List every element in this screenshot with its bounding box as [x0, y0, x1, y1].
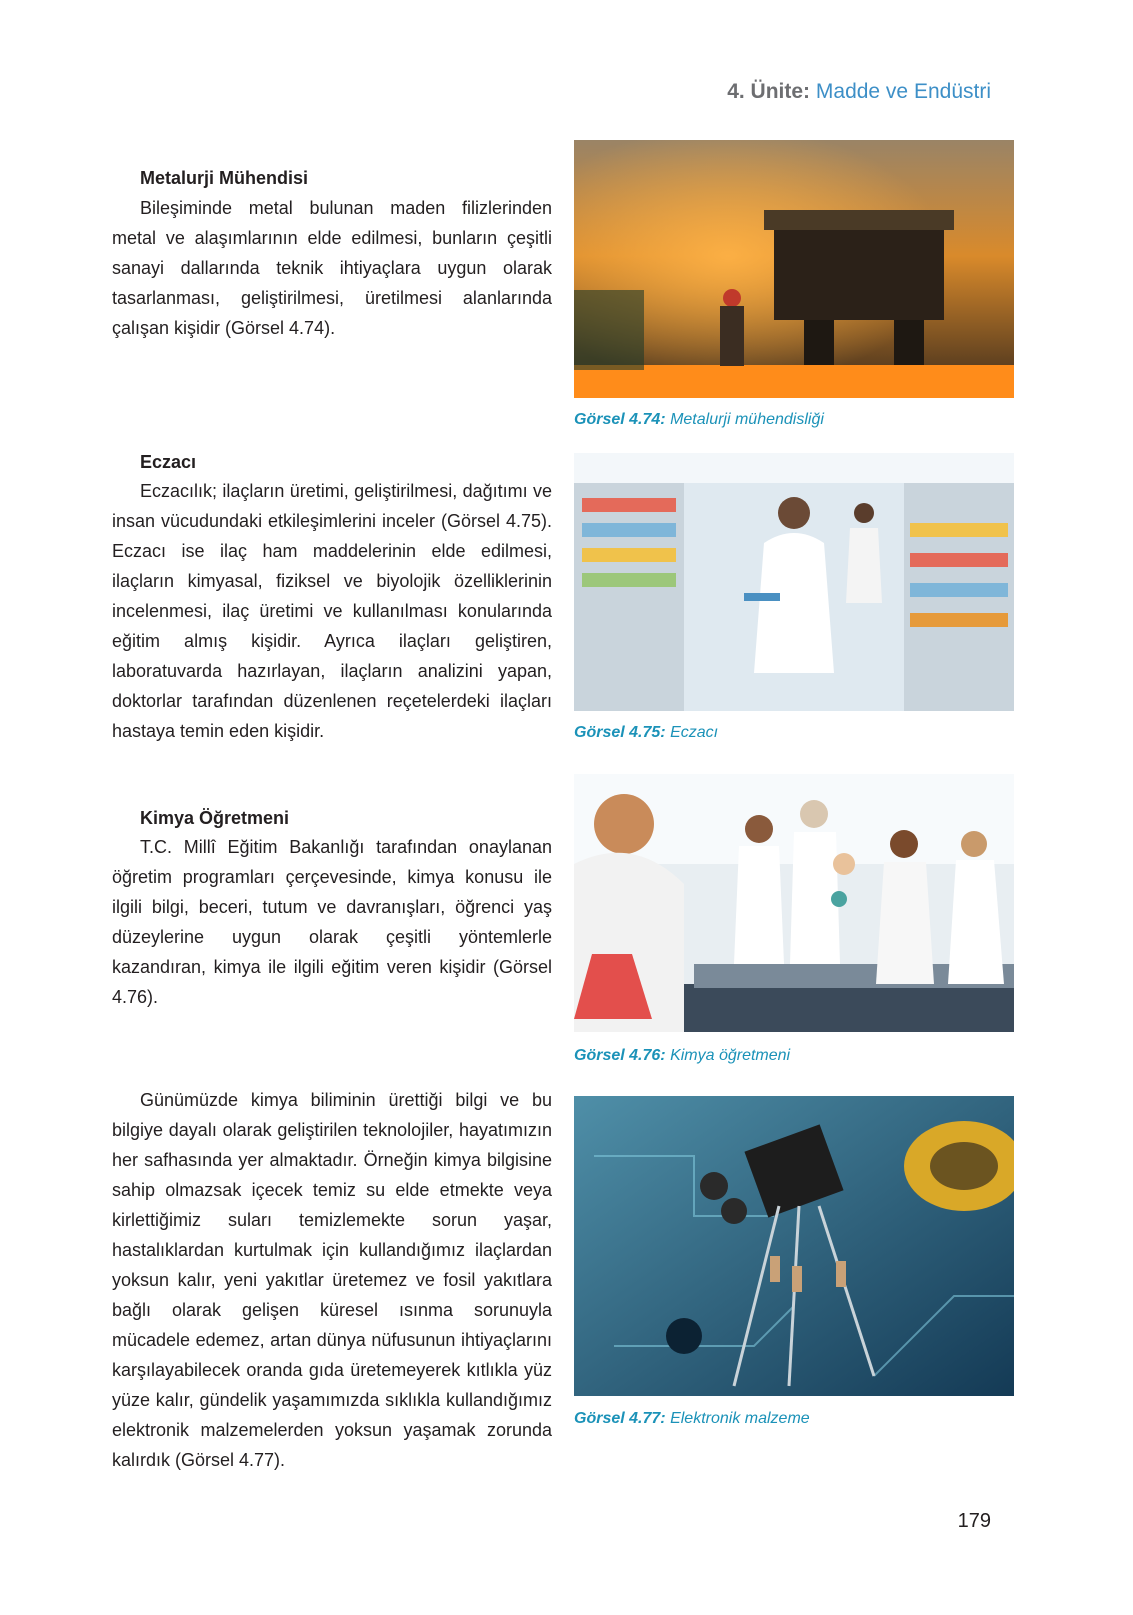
figure-caption-4-77: [574, 1410, 810, 1428]
figure-number: Görsel 4.75:: [574, 724, 666, 741]
figure-metallurgy-image: [574, 140, 1014, 398]
figure-number: Görsel 4.74:: [574, 411, 666, 428]
closing-paragraph: [112, 1085, 552, 1475]
figure-caption-4-74: [574, 411, 824, 429]
section-body-eczaci: [112, 476, 552, 746]
figure-caption-text: Metalurji mühendisliği: [670, 411, 824, 428]
section-body-metalurji-text: Bileşiminde metal bulunan maden filizlerinden metal ve alaşımlarının elde edilmesi, bunların çeşitli sanayi dallarında teknik ihtiyaçlara uygun olarak tasarlanması, geliştirilmesi, üretilmesi alanlarında çalışan kişidir (Görsel 4.74).: [112, 198, 552, 338]
figure-caption-4-75: [574, 724, 718, 742]
section-body-kimya-ogretmeni: [112, 832, 552, 1012]
closing-paragraph-text: Günümüzde kimya biliminin ürettiği bilgi ve bu bilgiye dayalı olarak geliştirilen teknolojiler, hayatımızın her safhasında yer almaktadır. Örneğin kimya bilgisine sahip olmazsak içecek temiz su elde etmekte veya kirlettiğimiz suları temizlemekte sorun yaşar, hastalıklardan kurtulmak için kullandığımız ilaçlardan yoksun kalır, yeni yakıtlar üretemez ve fosil yakıtlara bağlı olarak gelişen küresel ısınma sorunuyla mücadele edemez, artan dünya nüfusunun ihtiyaçlarını karşılayabilecek oranda gıda üretemeyerek kıtlıkla yüz yüze kalır, gündelik yaşamımızda sıklıkla kullandığımız elektronik malzemelerden yoksun yaşamak zorunda kalırdık (Görsel 4.77).: [112, 1090, 552, 1470]
page-number: 179: [957, 1510, 991, 1532]
unit-header: [727, 80, 991, 104]
section-body-metalurji: [112, 193, 552, 343]
figure-number: Görsel 4.76:: [574, 1047, 666, 1064]
unit-label: 4. Ünite:: [727, 80, 811, 103]
unit-title: Madde ve Endüstri: [815, 80, 991, 103]
figure-caption-4-76: [574, 1047, 790, 1065]
section-heading-kimya-ogretmeni: Kimya Öğretmeni: [140, 808, 290, 828]
section-heading-metalurji: Metalurji Mühendisi: [140, 168, 309, 188]
figure-number: Görsel 4.77:: [574, 1410, 666, 1427]
figure-chemistry-teacher-image: [574, 774, 1014, 1032]
figure-electronics-image: [574, 1096, 1014, 1396]
figure-caption-text: Eczacı: [670, 724, 719, 741]
figure-caption-text: Kimya öğretmeni: [670, 1047, 791, 1064]
section-heading-eczaci: Eczacı: [140, 452, 197, 472]
figure-pharmacist-image: [574, 453, 1014, 711]
section-body-eczaci-text: Eczacılık; ilaçların üretimi, geliştirilmesi, dağıtımı ve insan vücudundaki etkileşimlerini inceler (Görsel 4.75). Eczacı ise ilaç ham maddelerinin elde edilmesi, ilaçların kimyasal, fiziksel ve biyolojik özelliklerinin incelenmesi, ilaç üretimi ve kullanılması konularında eğitim almış kişidir. Ayrıca ilaçları geliştiren, laboratuvarda hazırlayan, ilaçların analizini yapan, doktorlar tarafından düzenlenen reçetelerdeki ilaçları hastaya temin eden kişidir.: [112, 481, 552, 741]
section-body-kimya-ogretmeni-text: T.C. Millî Eğitim Bakanlığı tarafından onaylanan öğretim programları çerçevesinde, kimya konusu ile ilgili bilgi, beceri, tutum ve davranışları, öğrenci yaş düzeylerine uygun olarak çeşitli yöntemlerle kazandıran, kimya ile ilgili eğitim veren kişidir (Görsel 4.76).: [112, 837, 552, 1007]
figure-caption-text: Elektronik malzeme: [670, 1410, 810, 1427]
